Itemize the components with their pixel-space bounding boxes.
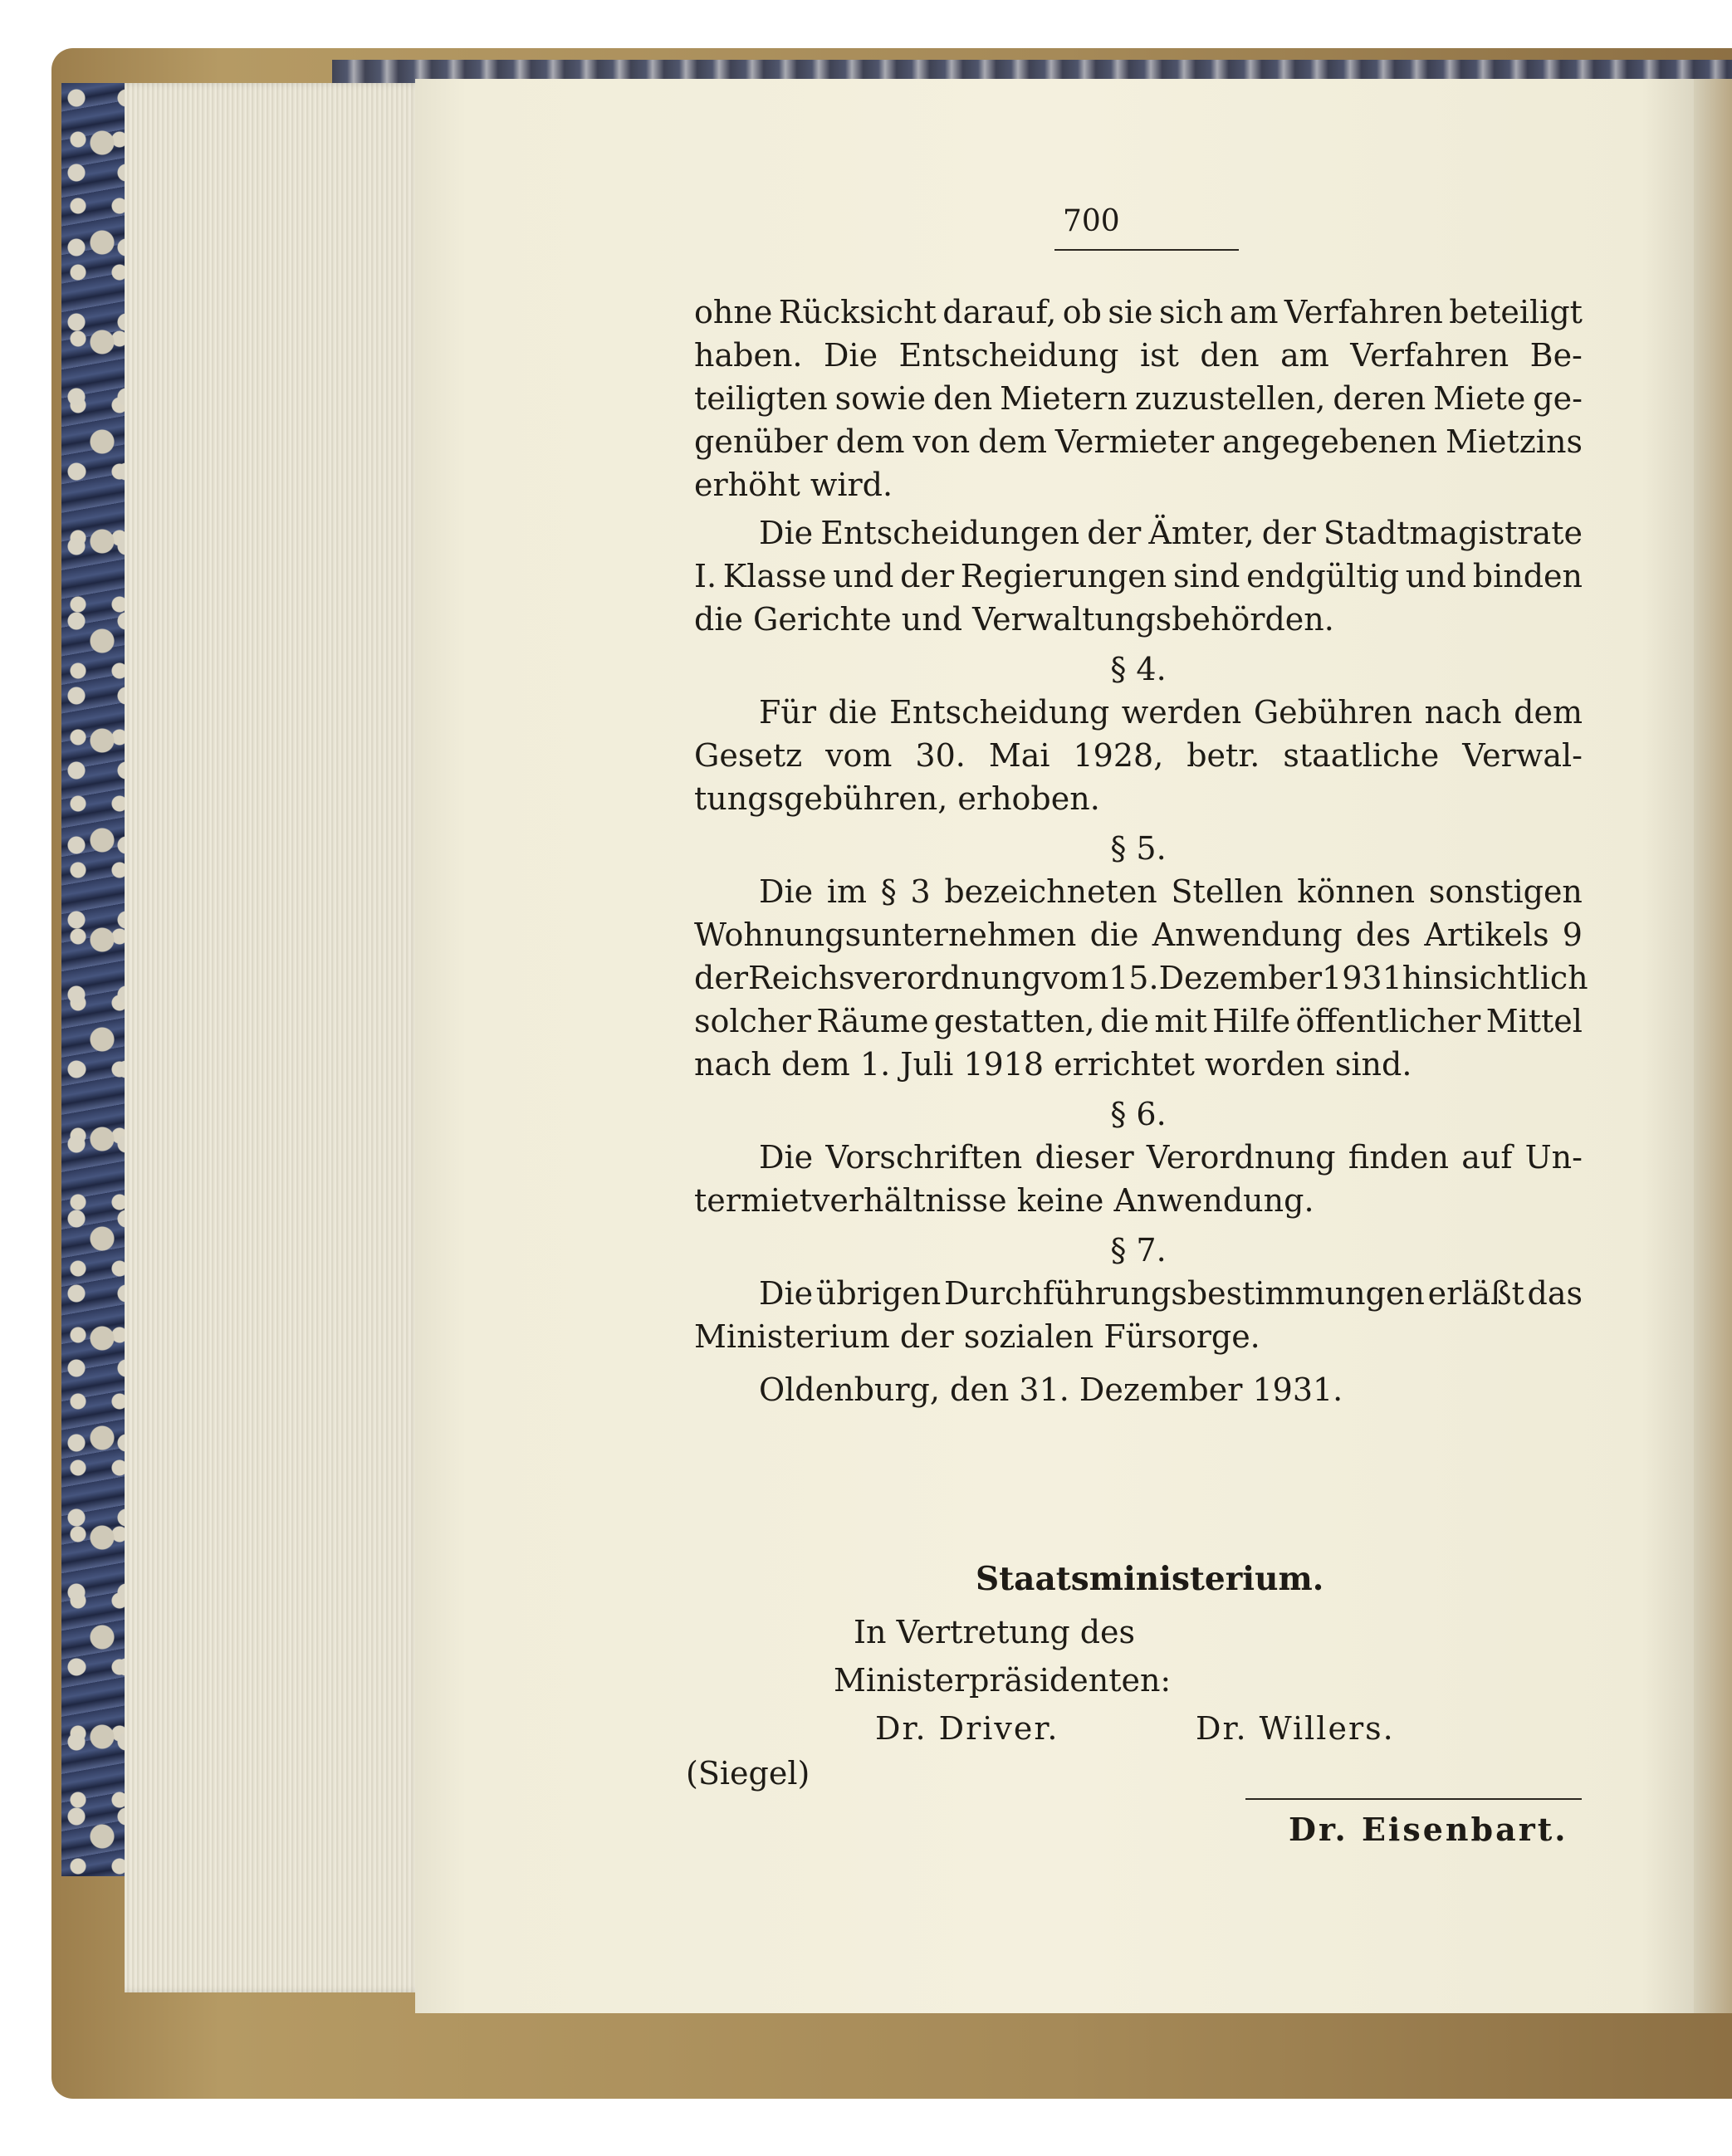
text-line: Ministerium der sozialen Fürsorge.: [694, 1318, 1260, 1355]
text-line: Für die Entscheidung werden Gebühren nach dem: [759, 694, 1583, 731]
signatory-2: Dr. Willers.: [1196, 1710, 1395, 1747]
text-line: der Reichsverordnung vom 15. Dezember 1931 hinsichtlich: [694, 960, 1588, 996]
text-line: I. Klasse und der Regierungen sind endgültig und binden: [694, 558, 1583, 594]
text-line: Die im § 3 bezeichneten Stellen können sonstigen: [759, 873, 1583, 910]
deputy-line-2: Ministerpräsidenten:: [834, 1662, 1172, 1699]
final-signatory: Dr. Eisenbart.: [1289, 1811, 1568, 1848]
text-line: Oldenburg, den 31. Dezember 1931.: [759, 1371, 1343, 1408]
text-line: Die übrigen Durchführungsbestimmungen erläßt das: [759, 1275, 1583, 1312]
signatory-1: Dr. Driver.: [875, 1710, 1059, 1747]
section-heading: § 6.: [1110, 1096, 1167, 1132]
page-number: 700: [1063, 204, 1120, 238]
header-rule: [1054, 249, 1239, 251]
text-line: teiligten sowie den Mietern zuzustellen, deren Miete ge-: [694, 380, 1583, 417]
text-line: solcher Räume gestatten, die mit Hilfe öffentlicher Mittel: [694, 1003, 1583, 1039]
deputy-line-1: In Vertretung des: [854, 1614, 1136, 1650]
text-line: erhöht wird.: [694, 467, 893, 503]
text-line: Die Entscheidungen der Ämter, der Stadtmagistrate: [759, 515, 1583, 551]
text-line: genüber dem von dem Vermieter angegebenen Mietzins: [694, 423, 1583, 460]
text-line: die Gerichte und Verwaltungsbehörden.: [694, 601, 1334, 638]
signature-rule: [1245, 1798, 1582, 1800]
text-line: tungsgebühren, erhoben.: [694, 780, 1100, 817]
seal-note: (Siegel): [686, 1755, 810, 1792]
marbled-endpaper: [61, 83, 130, 1876]
text-line: Wohnungsunternehmen die Anwendung des Artikels 9: [694, 917, 1583, 953]
page-right-edge: [1694, 79, 1732, 2013]
authority-name: Staatsministerium.: [976, 1560, 1324, 1598]
text-line: Die Vorschriften dieser Verordnung finden auf Un-: [759, 1139, 1583, 1176]
text-line: nach dem 1. Juli 1918 errichtet worden sind.: [694, 1046, 1412, 1083]
text-line: haben. Die Entscheidung ist den am Verfahren Be-: [694, 337, 1583, 374]
section-heading: § 5.: [1110, 830, 1167, 867]
section-heading: § 4.: [1110, 651, 1167, 687]
text-line: termietverhältnisse keine Anwendung.: [694, 1182, 1314, 1219]
text-line: ohne Rücksicht darauf, ob sie sich am Verfahren beteiligt: [694, 294, 1583, 330]
page-block-edge: [125, 83, 423, 1992]
section-heading: § 7.: [1110, 1232, 1167, 1269]
text-line: Gesetz vom 30. Mai 1928, betr. staatliche Verwal-: [694, 737, 1583, 774]
